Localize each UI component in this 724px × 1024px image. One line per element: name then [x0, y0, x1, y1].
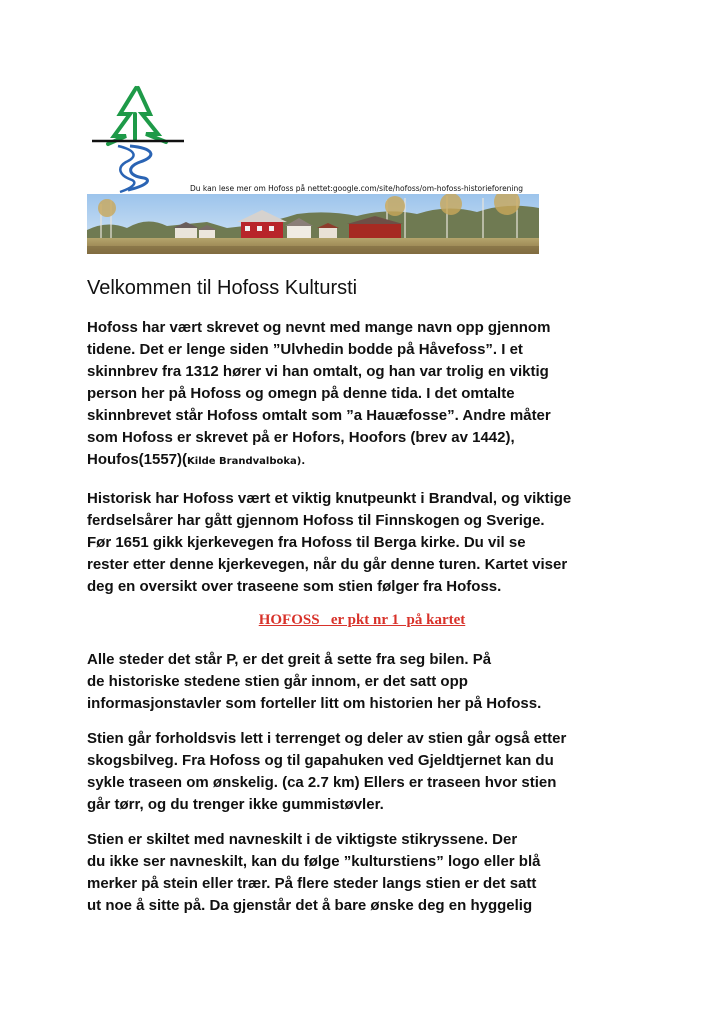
intro-paragraph: [87, 317, 647, 473]
text-line: informasjonstavler som forteller litt om historien her på Hofoss.: [87, 695, 542, 712]
text-line: person her på Hofoss og omegn på denne tida. I det omtalte: [87, 385, 515, 402]
text-line: skinnbrevet står Hofoss omtalt som ”a Hauæfosse”. Andre måter: [87, 407, 551, 424]
page-title: Velkommen til Hofoss Kultursti: [87, 277, 358, 299]
text-line: ferdselsårer har gått gjennom Hofoss til Finnskogen og Sverige.: [87, 512, 545, 529]
text-line: Historisk har Hofoss vært et viktig knutpeunkt i Brandval, og viktige: [87, 490, 572, 507]
map-point-note: HOFOSS er pkt nr 1 på kartet: [258, 612, 466, 628]
text-line: Alle steder det står P, er det greit å sette fra seg bilen. På: [87, 651, 492, 668]
website-note: Du kan lese mer om Hofoss på nettet:google.com/site/hofoss/om-hofoss-historieforening: [190, 184, 524, 193]
banner-photo: [87, 194, 539, 254]
text-line: som Hofoss er skrevet på er Hofors, Hoofors (brev av 1442),: [87, 429, 515, 446]
text-line: tidene. Det er lenge siden ”Ulvhedin bodde på Håvefoss”. I et: [87, 341, 523, 358]
text-line: Hofoss har vært skrevet og nevnt med mange navn opp gjennom: [87, 319, 551, 336]
source-reference: Kilde Brandvalboka).: [187, 456, 306, 467]
text-line: skogsbilveg. Fra Hofoss og til gapahuken ved Gjeldtjernet kan du: [87, 752, 554, 769]
terrain-paragraph: [87, 728, 647, 816]
history-paragraph: [87, 488, 647, 598]
text-line: Stien er skiltet med navneskilt i de viktigste stikryssene. Der: [87, 831, 518, 848]
text-line: Stien går forholdsvis lett i terrenget og deler av stien går også etter: [87, 730, 567, 747]
kultursti-logo-icon: [88, 84, 188, 194]
text-line: ut noe å sitte på. Da gjenstår det å bare ønske deg en hyggelig: [87, 897, 533, 914]
text-line: de historiske stedene stien går innom, er det satt opp: [87, 673, 468, 690]
text-line: du ikke ser navneskilt, kan du følge ”kulturstiens” logo eller blå: [87, 853, 541, 870]
text-line: skinnbrev fra 1312 hører vi han omtalt, og han var trolig en viktig: [87, 363, 549, 380]
text-line: merker på stein eller trær. På flere steder langs stien er det satt: [87, 875, 537, 892]
text-line: deg en oversikt over traseene som stien følger fra Hofoss.: [87, 578, 502, 595]
parking-paragraph: [87, 649, 647, 715]
last-line-text: Houfos(1557)(: [87, 451, 188, 468]
text-line: [87, 449, 647, 473]
text-line: sykle traseen om ønskelig. (ca 2.7 km) Ellers er traseen hvor stien: [87, 774, 557, 791]
text-line: går tørr, og du trenger ikke gummistøvler.: [87, 796, 384, 813]
text-line: Før 1651 gikk kjerkevegen fra Hofoss til Berga kirke. Du vil se: [87, 534, 526, 551]
signage-paragraph: [87, 829, 647, 917]
text-line: rester etter denne kjerkevegen, når du går denne turen. Kartet viser: [87, 556, 568, 573]
